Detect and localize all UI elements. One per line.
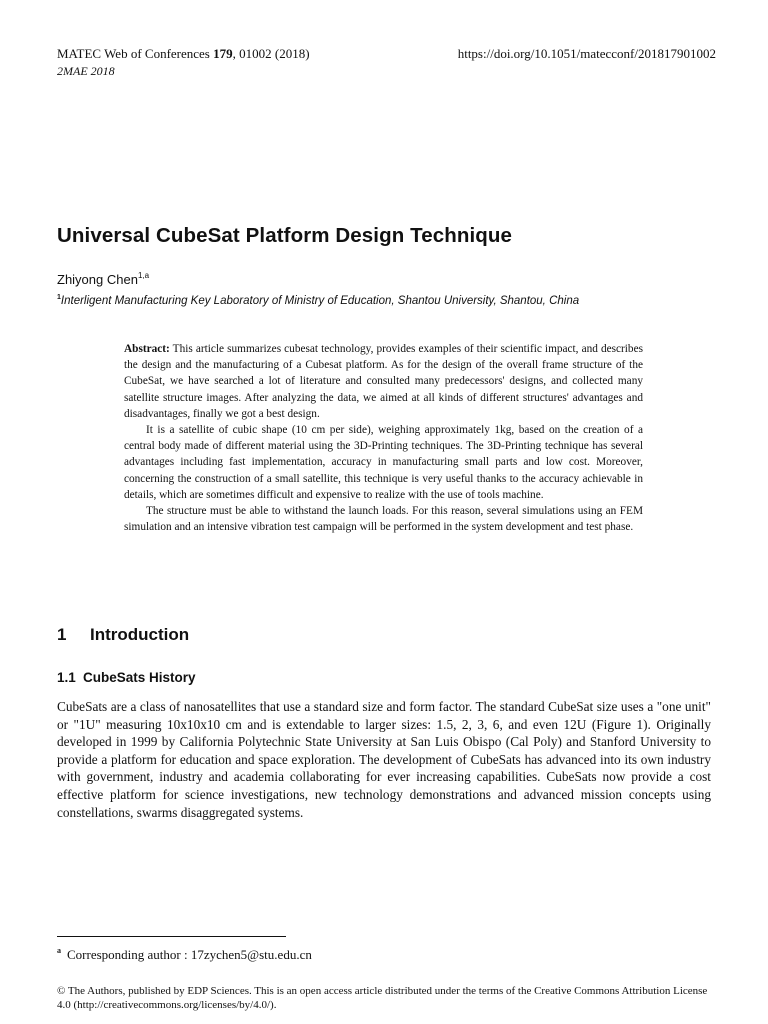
author-name: Zhiyong Chen [57, 272, 138, 287]
license-notice: © The Authors, published by EDP Sciences. This is an open access article distributed under the terms of the Creative Commons Attribution License 4.0 (http://creativecommons.org/licenses/by/4.0/). [57, 985, 708, 1011]
subsection-title: CubeSats History [83, 670, 196, 685]
footnote-text: Corresponding author : 17zychen5@stu.edu.cn [67, 947, 312, 962]
abstract-text-1: This article summarizes cubesat technology, provides examples of their scientific impact, and describes the design and the manufacturing of a Cubesat platform. As for the design of the overall frame structure of the CubeSat, we have searched a lot of literature and consulted many predecessors' designs, and collected many satellite structure images. After analyzing the data, we aimed at all kinds of different structures' advantages and disadvantages, finally we got a best design. [124, 343, 643, 420]
abstract-paragraph-2: It is a satellite of cubic shape (10 cm per side), weighing approximately 1kg, based on the creation of a central body made of different material using the 3D-Printing techniques. The 3D-Printing technique has several advantages including fast implementation, accuracy in manufacturing small parts and low cost. Moreover, concerning the construction of a small satellite, this technique is very useful thanks to the accuracy achievable in details, which are sometimes difficult and expensive to realize with the use of tools machine. [124, 424, 643, 501]
subsection-number: 1.1 [57, 670, 76, 685]
footnote-mark: a [57, 946, 61, 955]
abstract-paragraph-3: The structure must be able to withstand the launch loads. For this reason, several simulations using an FEM simulation and an intensive vibration test campaign will be performed in the system development and test phase. [124, 505, 643, 534]
subsection-heading-cubesats-history [57, 670, 196, 685]
affiliation-text: Interligent Manufacturing Key Laboratory of Ministry of Education, Shantou University, Shantou, China [60, 295, 580, 307]
section-title: Introduction [90, 625, 190, 644]
body-paragraph-1: CubeSats are a class of nanosatellites that use a standard size and form factor. The standard CubeSat size uses a "one unit" or "1U" measuring 10x10x10 cm and is extendable to larger sizes: 1.5, 2, 3, 6, and even 12U (Figure 1). Originally developed in 1999 by California Polytechnic State University at San Luis Obispo (Cal Poly) and Stanford University to provide a platform for education and space exploration. The development of CubeSats has advanced into its own industry with government, industry and academia collaborating for ever increasing capabilities. CubeSats now provide a cost effective platform for science investigations, new technology demonstrations and advanced mission concepts using constellations, swarms disaggregated systems. [57, 699, 711, 820]
body-text [57, 698, 711, 821]
journal-prefix: MATEC Web of Conferences [57, 46, 214, 61]
running-header-journal [57, 46, 310, 62]
doi-link[interactable]: https://doi.org/10.1051/matecconf/201817901002 [457, 46, 716, 61]
paper-title: Universal CubeSat Platform Design Technique [57, 224, 513, 247]
conference-name: 2MAE 2018 [57, 64, 115, 78]
affiliation-line [57, 294, 579, 307]
journal-volume: 179 [213, 46, 233, 61]
article-info: , 01002 (2018) [232, 46, 310, 61]
footnote [57, 946, 312, 963]
author-marks: 1,a [137, 271, 150, 280]
abstract-label: Abstract: [124, 343, 170, 355]
abstract-paragraph-1 [124, 341, 643, 422]
author-line [57, 271, 149, 287]
footnote-divider [57, 936, 286, 937]
abstract-block [124, 341, 643, 535]
section-heading-introduction [57, 625, 189, 645]
affiliation-mark: 1 [57, 294, 61, 301]
section-number: 1 [57, 625, 67, 644]
